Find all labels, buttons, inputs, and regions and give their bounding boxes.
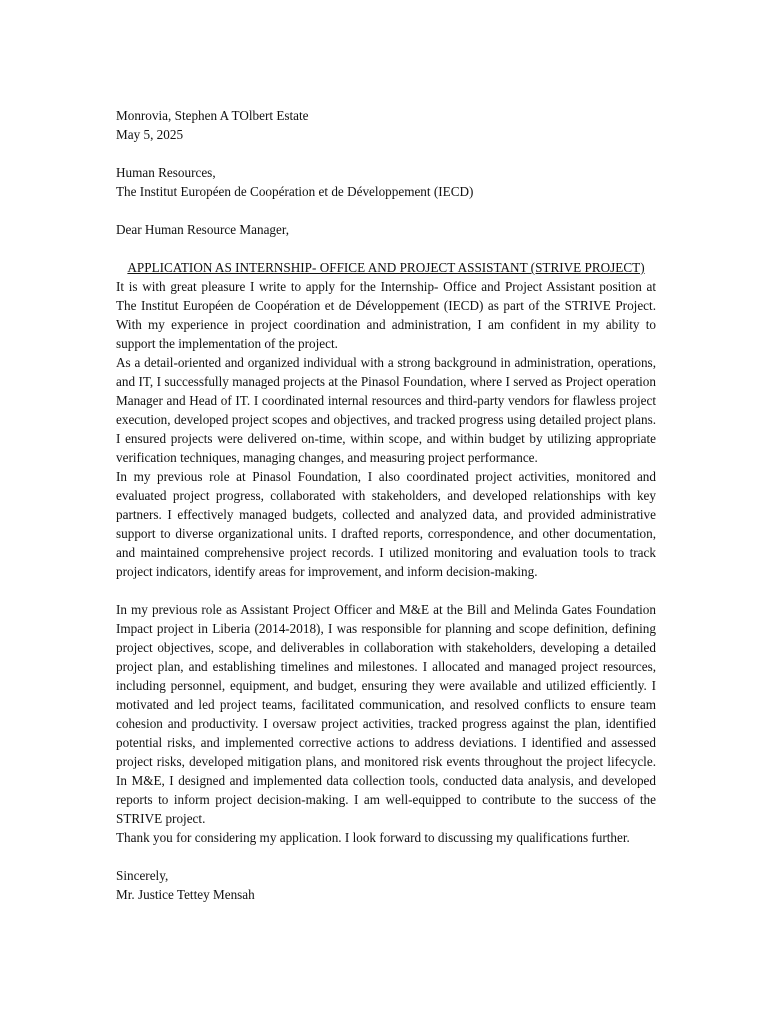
salutation: Dear Human Resource Manager,: [116, 222, 290, 237]
spacer: [116, 581, 656, 600]
body-paragraph-2: As a detail-oriented and organized individual with a strong background in administration, operations, and IT, I successfully managed projects at the Pinasol Foundation, where I served as Project operation Manager and Head of IT. I coordinated internal resources and third-party vendors for flawless project execution, developed project scopes and objectives, and tracked progress using detailed project plans. I ensured projects were delivered on-time, within scope, and within budget by utilizing appropriate verification techniques, managing changes, and measuring project performance.: [116, 355, 656, 465]
body-paragraph-3: In my previous role at Pinasol Foundation, I also coordinated project activities, monitored and evaluated project progress, collaborated with stakeholders, and developed relationships with key partners. I effectively managed budgets, collected and analyzed data, and provided administrative support to diverse organizational units. I drafted reports, correspondence, and other documentation, and maintained comprehensive project records. I utilized monitoring and evaluation tools to track project indicators, identify areas for improvement, and inform decision-making.: [116, 469, 656, 579]
sender-address: Monrovia, Stephen A TOlbert Estate: [116, 108, 309, 123]
recipient-department: Human Resources,: [116, 165, 216, 180]
subject-line: APPLICATION AS INTERNSHIP- OFFICE AND PROJECT ASSISTANT (STRIVE PROJECT): [127, 260, 645, 275]
spacer: [116, 144, 656, 163]
body-paragraph-5: Thank you for considering my application. I look forward to discussing my qualifications further.: [116, 830, 630, 845]
letter-date: May 5, 2025: [116, 127, 184, 142]
valediction: Sincerely,: [116, 868, 169, 883]
spacer: [116, 847, 656, 866]
body-paragraph-4: In my previous role as Assistant Project Officer and M&E at the Bill and Melinda Gates Foundation Impact project in Liberia (2014-2018), I was responsible for planning and scope definition, defining project objectives, scope, and deliverables in collaboration with stakeholders, developing a detailed project plan, and establishing timelines and milestones. I allocated and managed project resources, including personnel, equipment, and budget, ensuring they were available and utilized efficiently. I motivated and led project teams, facilitated communication, and resolved conflicts to ensure team cohesion and productivity. I oversaw project activities, tracked progress against the plan, identified potential risks, and implemented corrective actions to address deviations. I identified and assessed project risks, developed mitigation plans, and monitored risk events throughout the project lifecycle. In M&E, I designed and implemented data collection tools, conducted data analysis, and developed reports to inform project decision-making. I am well-equipped to contribute to the success of the STRIVE project.: [116, 602, 656, 826]
letter-page: [116, 106, 656, 904]
recipient-organization: The Institut Européen de Coopération et de Développement (IECD): [116, 184, 474, 199]
body-paragraph-1: It is with great pleasure I write to apply for the Internship- Office and Project Assistant position at The Institut Européen de Coopération et de Développement (IECD) as part of the STRIVE Project. With my experience in project coordination and administration, I am confident in my ability to support the implementation of the project.: [116, 279, 656, 351]
spacer: [116, 201, 656, 220]
spacer: [116, 239, 656, 258]
signer-name: Mr. Justice Tettey Mensah: [116, 887, 255, 902]
